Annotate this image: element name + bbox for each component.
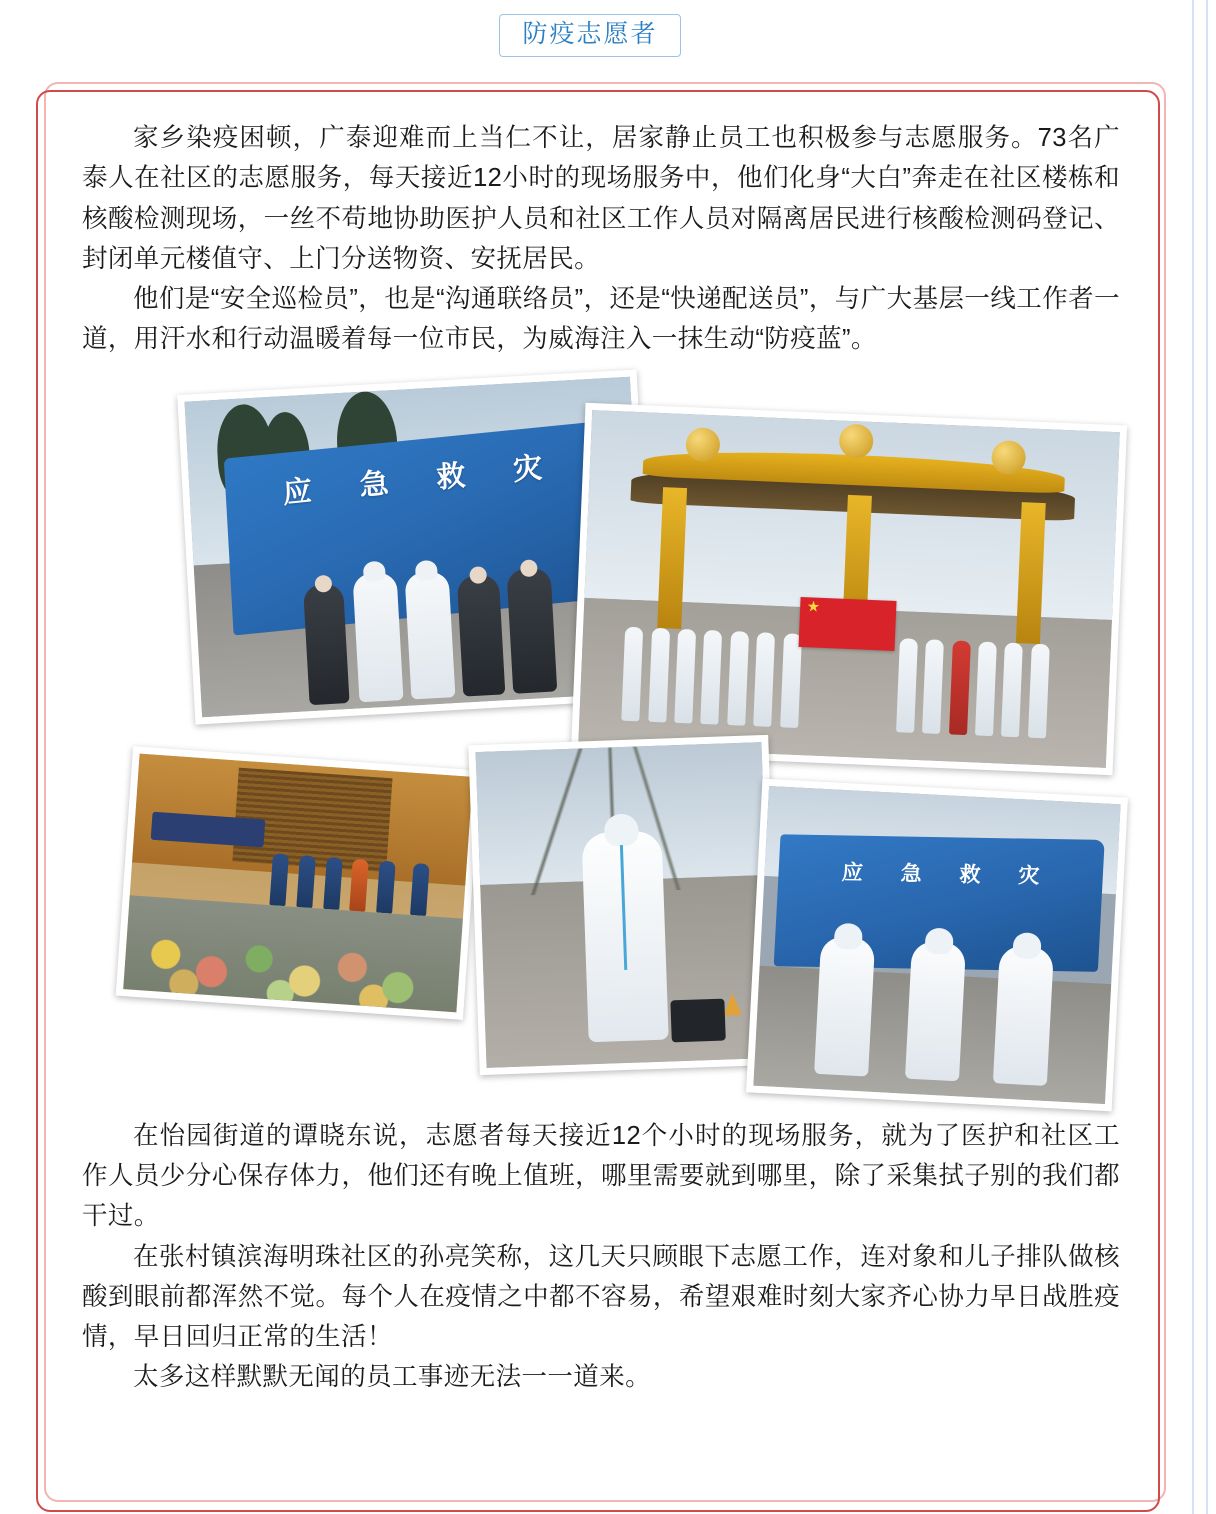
photo-collage (82, 382, 1120, 1102)
traffic-cone (724, 992, 743, 1015)
person-figure (410, 862, 430, 915)
person-figure (303, 583, 350, 705)
person-figure (376, 860, 396, 913)
photo-three-volunteers-tent[interactable] (746, 778, 1128, 1111)
person-figure (350, 858, 370, 911)
page-header (0, 14, 1180, 57)
right-side-rule-outer (1192, 0, 1194, 1514)
volunteer-figure (993, 945, 1054, 1086)
top-text-block (82, 106, 1120, 360)
photo-supplies-distribution[interactable] (116, 746, 481, 1020)
paragraph-4: 在张村镇滨海明珠社区的孙亮笑称，这几天只顾眼下志愿工作，连对象和儿子排队做核酸到眼前都浑然不觉。每个人在疫情之中都不容易，希望艰难时刻大家齐心协力早日战胜疫情，早日回归正常的生活！ (82, 1242, 1120, 1352)
suit-stripe (620, 844, 627, 969)
tent-banner-text: 应 急 救 灾 (841, 861, 1057, 888)
paragraph-1: 家乡染疫困顿，广泰迎难而上当仁不让，居家静止员工也积极参与志愿服务。73名广泰人在社区的志愿服务，每天接近12小时的现场服务中，他们化身“大白”奔走在社区楼栋和核酸检测现场，一丝不苟地协助医护人员和社区工作人员对隔离居民进行核酸检测码登记、封闭单元楼值守、上门分送物资、安抚居民。 (82, 124, 1120, 273)
photo-image (123, 753, 473, 1012)
bottom-text-block (82, 1112, 1120, 1398)
party-flag (799, 597, 896, 651)
paragraph-5: 太多这样默默无闻的员工事迹无法一一道来。 (133, 1363, 652, 1392)
photo-team-under-arch[interactable] (571, 402, 1127, 774)
person-figure (506, 567, 557, 693)
right-side-rule-inner (1206, 0, 1208, 1514)
folding-chair (671, 998, 726, 1042)
photo-image (578, 410, 1120, 768)
person-figure (457, 574, 506, 696)
photo-image (476, 742, 773, 1068)
person-figure (404, 571, 455, 699)
paragraph-3: 在怡园街道的谭晓东说，志愿者每天接近12个小时的现场服务，就为了医护和社区工作人员少分心保存体力，他们还有晚上值班，哪里需要就到哪里，除了采集拭子别的我们都干过。 (82, 1121, 1120, 1231)
person-figure (323, 856, 343, 909)
photo-image (753, 786, 1120, 1104)
section-title-chip: 防疫志愿者 (499, 14, 680, 57)
volunteer-figure (814, 936, 875, 1077)
tent-banner-text: 应 急 救 灾 (281, 449, 563, 509)
photo-single-volunteer[interactable] (468, 735, 779, 1075)
person-figure (270, 853, 290, 906)
paragraph-2: 他们是“安全巡检员”，也是“沟通联络员”，还是“快递配送员”，与广大基层一线工作者一道，用汗水和行动温暖着每一位市民，为威海注入一抹生动“防疫蓝”。 (82, 285, 1120, 354)
person-figure (352, 572, 403, 702)
volunteer-figure (905, 940, 966, 1081)
article-content (56, 96, 1146, 1496)
person-figure (296, 854, 316, 907)
volunteer-figure (581, 831, 668, 1042)
